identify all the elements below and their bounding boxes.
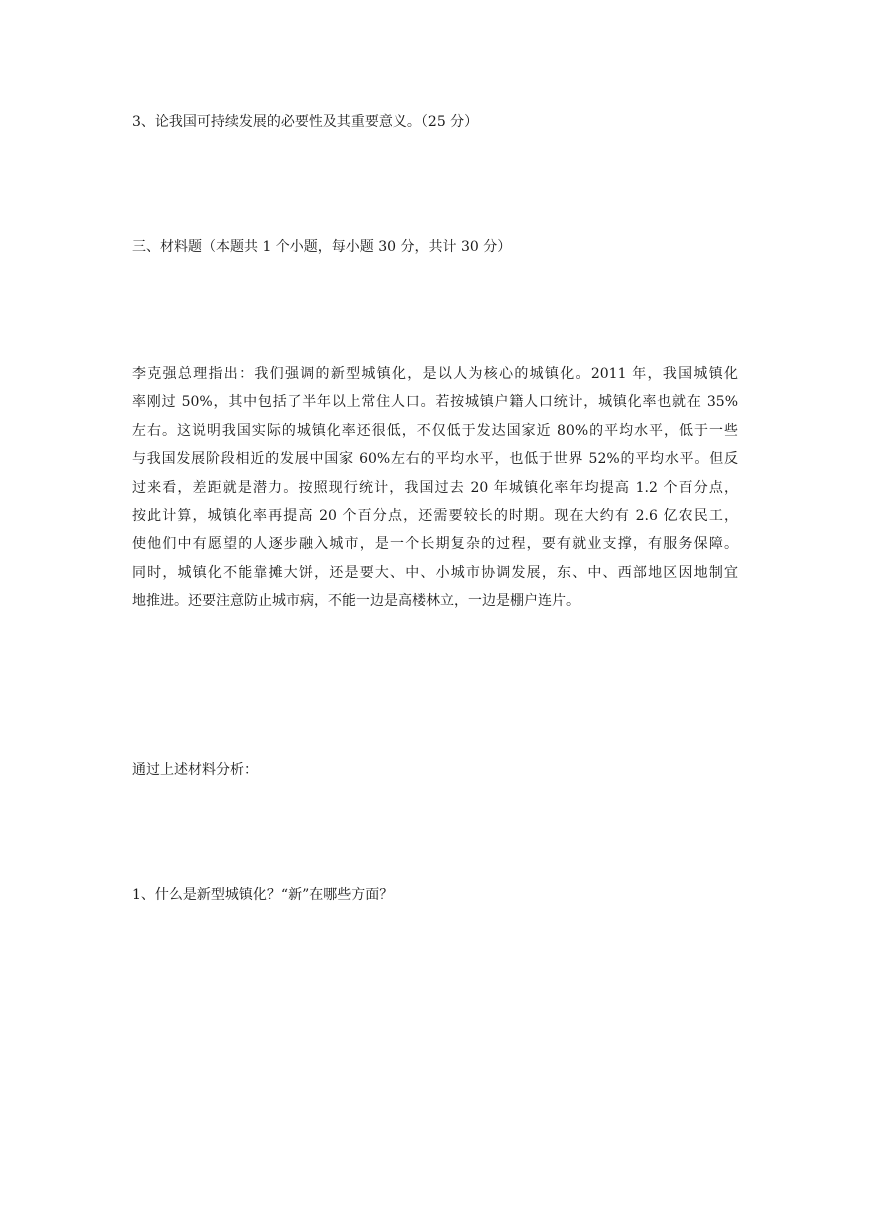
sub-question-1: 1、什么是新型城镇化？“新”在哪些方面？: [132, 887, 394, 903]
material-line: 地推进。还要注意防止城市病，不能一边是高楼林立，一边是棚户连片。: [132, 593, 580, 610]
material-line: 过来看，差距就是潜力。按照现行统计，我国过去 20 年城镇化率年均提高 1.2 个百分点，: [132, 479, 738, 496]
material-paragraph: [132, 360, 738, 616]
material-line: 率刚过 50%，其中包括了半年以上常住人口。若按城镇户籍人口统计，城镇化率也就在 35%: [132, 394, 738, 411]
analysis-prompt: 通过上述材料分析：: [132, 762, 258, 778]
section-heading: 三、材料题（本题共 1 个小题，每小题 30 分，共计 30 分）: [132, 239, 512, 255]
question-3: 3、论我国可持续发展的必要性及其重要意义。（25 分）: [132, 114, 479, 130]
material-line: 使他们中有愿望的人逐步融入城市，是一个长期复杂的过程，要有就业支撑，有服务保障。: [132, 536, 738, 553]
material-line: 同时，城镇化不能靠摊大饼，还是要大、中、小城市协调发展，东、中、西部地区因地制宜: [132, 564, 738, 581]
material-line: 按此计算，城镇化率再提高 20 个百分点，还需要较长的时期。现在大约有 2.6 亿农民工，: [132, 507, 738, 524]
material-line: 与我国发展阶段相近的发展中国家 60%左右的平均水平，也低于世界 52%的平均水平。但反: [132, 451, 738, 468]
material-line: 李克强总理指出：我们强调的新型城镇化，是以人为核心的城镇化。2011 年，我国城镇化: [132, 366, 738, 382]
material-line: 左右。这说明我国实际的城镇化率还很低，不仅低于发达国家近 80%的平均水平，低于一些: [132, 422, 738, 439]
